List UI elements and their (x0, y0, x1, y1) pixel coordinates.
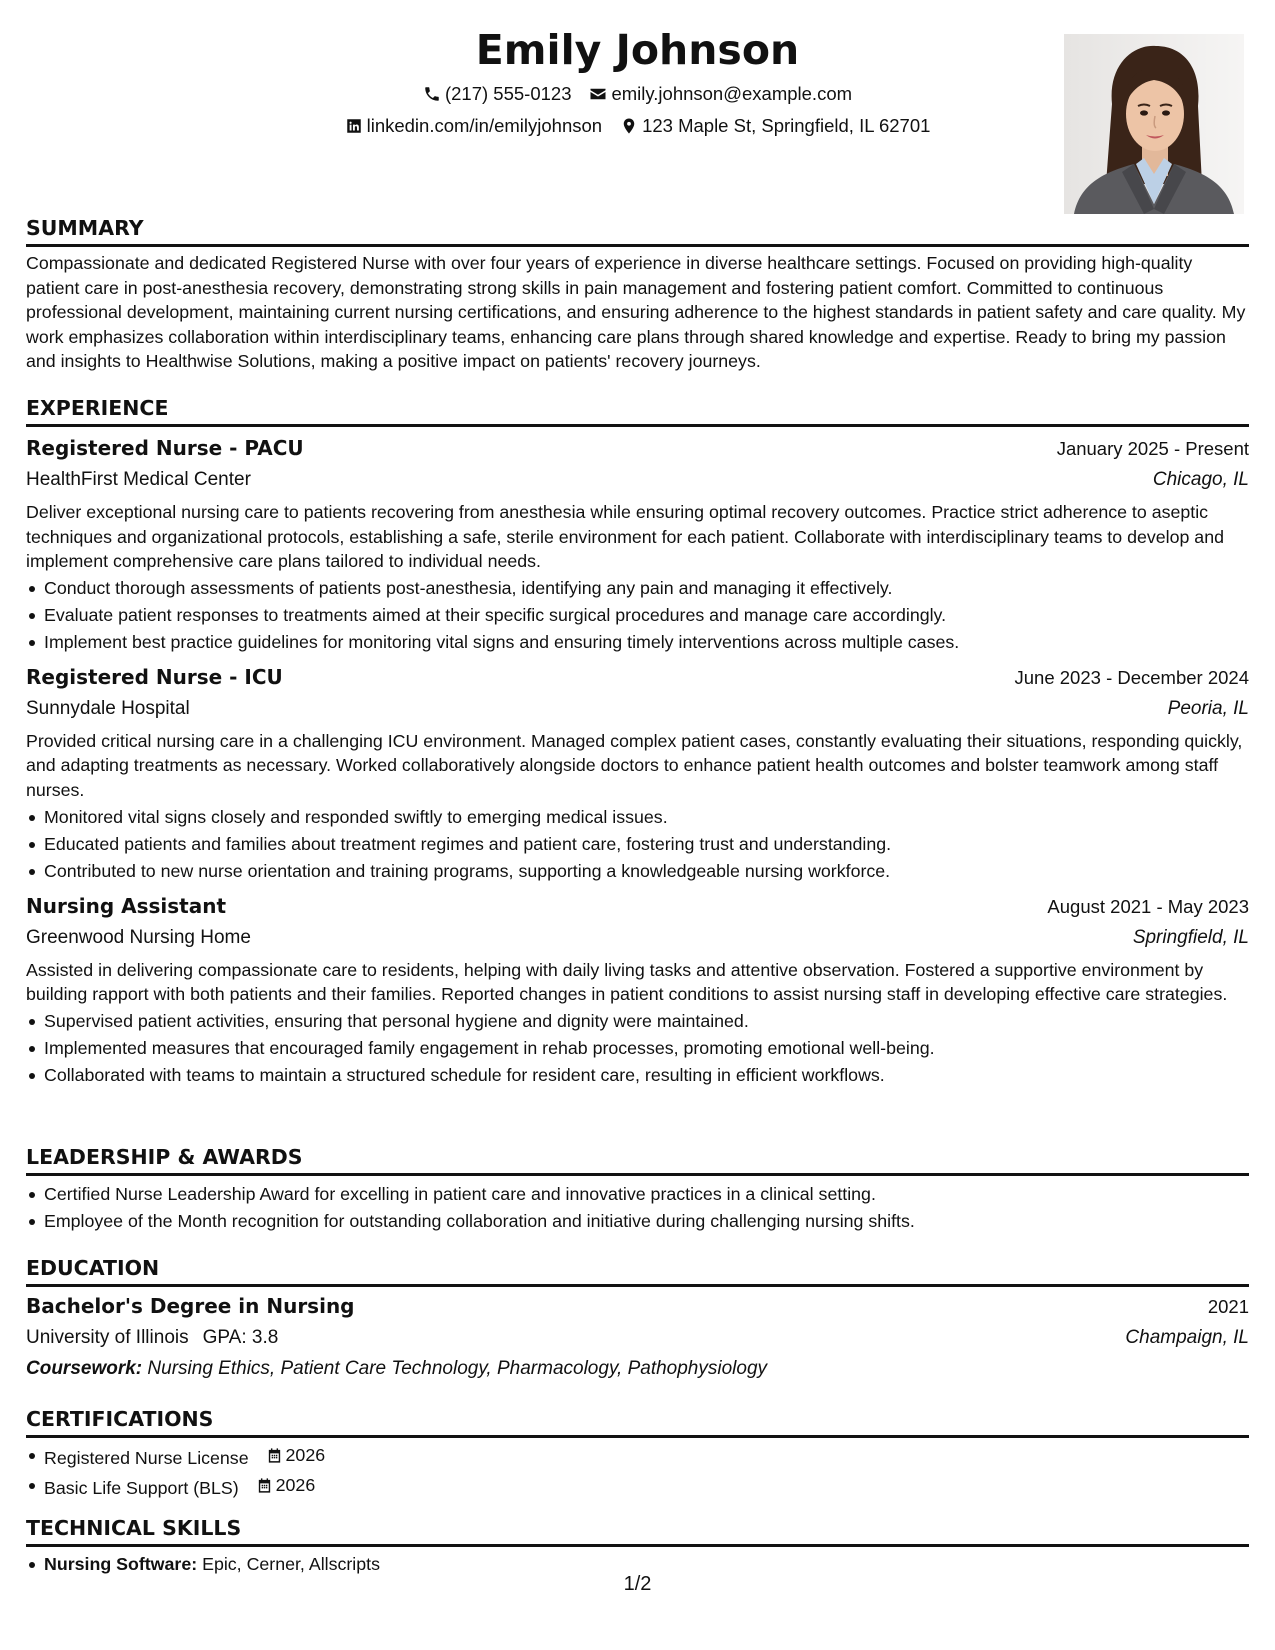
list-item (26, 1472, 1249, 1502)
job-description: Assisted in delivering compassionate care to residents, helping with daily living tasks and attentive observation. Fostered a supportive environment by building rapport with both patients and their families. Reported changes in patient conditions to assist nursing staff in developing effective care strategies. (26, 959, 1228, 1005)
job-dates: June 2023 - December 2024 (1014, 666, 1249, 688)
coursework (26, 1354, 1249, 1384)
list-item: Evaluate patient responses to treatments aimed at their specific surgical procedures and manage care accordingly. (26, 602, 1249, 629)
skill-value: Epic, Cerner, Allscripts (202, 1554, 380, 1574)
education-heading: EDUCATION (26, 1254, 1249, 1287)
cert-year: 2026 (285, 1445, 326, 1465)
cert-year: 2026 (275, 1475, 316, 1495)
certifications-heading: CERTIFICATIONS (26, 1405, 1249, 1438)
job-title: Registered Nurse - ICU (26, 664, 283, 689)
job-entry (26, 662, 1249, 885)
certifications-list (26, 1442, 1249, 1502)
school-line (26, 1322, 278, 1354)
job-bullets (26, 1008, 1249, 1089)
list-item: Certified Nurse Leadership Award for excelling in patient care and innovative practices in a clinical setting. (26, 1181, 1249, 1208)
certifications-section (26, 1405, 1249, 1502)
summary-heading: SUMMARY (26, 214, 1249, 247)
gpa: GPA: 3.8 (202, 1327, 279, 1348)
phone-number: (217) 555-0123 (444, 83, 572, 104)
job-location: Peoria, IL (1167, 697, 1249, 719)
leadership-section (26, 1143, 1249, 1235)
summary-section (26, 214, 1249, 374)
profile-photo-image (1064, 34, 1244, 214)
job-dates: January 2025 - Present (1056, 438, 1249, 459)
job-title: Registered Nurse - PACU (26, 436, 304, 460)
job-description: Provided critical nursing care in a challenging ICU environment. Managed complex patient cases, constantly evaluating their situations, responding quickly, and adapting treatments as necessary. Worked collaboratively alongside doctors to enhance patient health outcomes and bolster teamwork among staff nurses. (26, 730, 1243, 800)
job-company: Greenwood Nursing Home (26, 926, 251, 948)
job-location: Springfield, IL (1132, 926, 1249, 948)
email-contact[interactable] (589, 78, 852, 110)
list-item: Conduct thorough assessments of patients post-anesthesia, identifying any pain and managing it effectively. (26, 575, 1249, 602)
candidate-name: Emily Johnson (475, 26, 800, 74)
skills-heading: TECHNICAL SKILLS (26, 1514, 1249, 1547)
experience-heading: EXPERIENCE (26, 394, 1249, 427)
phone-contact (423, 78, 572, 110)
address-contact (620, 110, 930, 142)
cert-date (266, 1442, 326, 1469)
linkedin-contact[interactable] (345, 110, 602, 142)
job-bullets (26, 804, 1249, 885)
map-pin-icon (620, 117, 638, 135)
calendar-icon (266, 1447, 283, 1464)
calendar-icon (256, 1477, 273, 1494)
list-item: Employee of the Month recognition for outstanding collaboration and initiative during challenging nursing shifts. (26, 1208, 1249, 1235)
page-number: 1/2 (623, 1573, 652, 1595)
graduation-year: 2021 (1207, 1296, 1249, 1317)
summary-text: Compassionate and dedicated Registered Nurse with over four years of experience in diverse healthcare settings. Focused on providing high-quality patient care in post-anesthesia recovery, demonstrating strong skills in pain management and fostering patient comfort. Committed to continuous professional development, maintaining current nursing certifications, and ensuring adherence to the highest standards in patient safety and care quality. My work emphasizes collaboration within interdisciplinary teams, enhancing care plans through shared knowledge and expertise. Ready to bring my passion and insights to Healthwise Solutions, making a positive impact on patients' recovery journeys. (26, 253, 1246, 372)
school-location: Champaign, IL (1125, 1327, 1249, 1348)
envelope-icon (589, 85, 607, 103)
street-address: 123 Maple St, Springfield, IL 62701 (642, 115, 931, 136)
list-item: Contributed to new nurse orientation and training programs, supporting a knowledgeable nursing workforce. (26, 858, 1249, 885)
coursework-label: Coursework: (26, 1358, 143, 1379)
list-item: Monitored vital signs closely and responded swiftly to emerging medical issues. (26, 804, 1249, 831)
job-title: Nursing Assistant (26, 893, 227, 918)
degree-title: Bachelor's Degree in Nursing (26, 1294, 355, 1318)
skills-section (26, 1514, 1249, 1578)
linkedin-url[interactable]: linkedin.com/in/emilyjohnson (366, 115, 603, 136)
list-item: Implement best practice guidelines for monitoring vital signs and ensuring timely interventions across multiple cases. (26, 629, 1249, 656)
list-item: Supervised patient activities, ensuring that personal hygiene and dignity were maintained. (26, 1008, 1249, 1035)
job-entry (26, 433, 1249, 656)
list-item: Collaborated with teams to maintain a structured schedule for resident care, resulting in efficient workflows. (26, 1062, 1249, 1089)
job-description: Deliver exceptional nursing care to patients recovering from anesthesia while ensuring optimal recovery outcomes. Practice strict adherence to aseptic techniques and organizational protocols, establishing a safe, sterile environment for each patient. Collaborate with interdisciplinary teams to develop and implement comprehensive care plans tailored to individual needs. (26, 502, 1224, 572)
list-item: Implemented measures that encouraged family engagement in rehab processes, promoting emotional well-being. (26, 1035, 1249, 1062)
cert-name: Basic Life Support (BLS) (44, 1478, 239, 1498)
list-item: Educated patients and families about treatment regimes and patient care, fostering trust and understanding. (26, 831, 1249, 858)
job-dates: August 2021 - May 2023 (1047, 895, 1249, 917)
school-name: University of Illinois (26, 1327, 189, 1348)
profile-photo (1064, 34, 1244, 214)
cert-date (256, 1472, 316, 1499)
job-company: Sunnydale Hospital (26, 697, 190, 719)
skill-label: Nursing Software: (44, 1554, 198, 1574)
linkedin-icon (345, 117, 363, 135)
leadership-heading: LEADERSHIP & AWARDS (26, 1143, 1249, 1176)
job-bullets (26, 575, 1249, 656)
education-section (26, 1254, 1249, 1384)
experience-section (26, 394, 1249, 1089)
coursework-list: Nursing Ethics, Patient Care Technology, Pharmacology, Pathophysiology (147, 1358, 768, 1379)
phone-icon (423, 85, 441, 103)
job-company: HealthFirst Medical Center (26, 469, 251, 490)
leadership-list (26, 1181, 1249, 1235)
cert-name: Registered Nurse License (44, 1448, 249, 1468)
email-address[interactable]: emily.johnson@example.com (611, 83, 853, 104)
job-entry (26, 891, 1249, 1089)
list-item (26, 1442, 1249, 1472)
job-location: Chicago, IL (1152, 469, 1249, 490)
